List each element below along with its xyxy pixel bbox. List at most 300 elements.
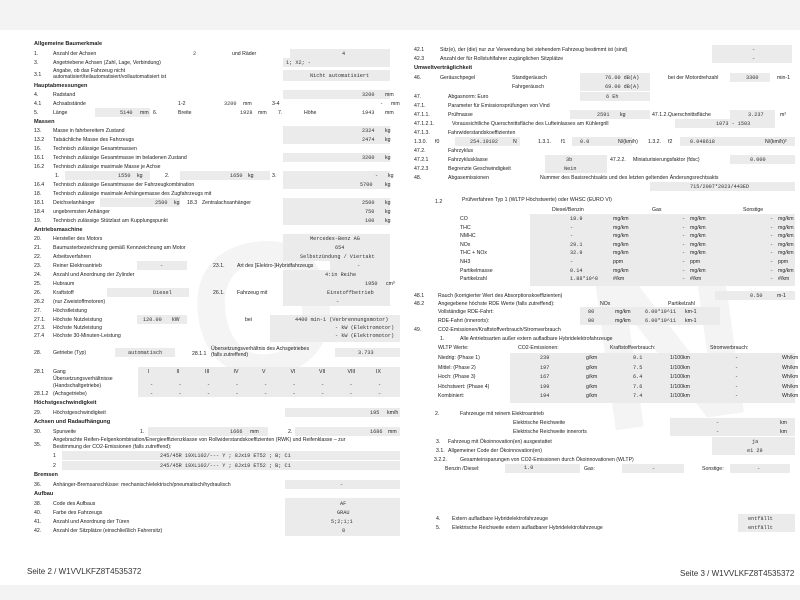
savings-gas-value: - — [652, 466, 656, 472]
wltp-co2-value: 167 — [540, 374, 550, 381]
gear-header: V — [262, 369, 266, 375]
unit: 1/100km — [670, 364, 690, 371]
rde-nox-value: 80 — [588, 309, 595, 315]
body-code-value: AF — [340, 501, 347, 507]
row-label: Spurweite — [53, 429, 77, 435]
row-num: 5. — [436, 525, 441, 531]
unit: g/km — [586, 393, 598, 400]
unit: kg — [174, 200, 180, 206]
gear-axle-value: - — [378, 391, 382, 397]
section-heading-haupt: Hauptabmessungen — [34, 83, 88, 89]
row-label: bei — [245, 317, 252, 323]
row-num: 23.1. — [213, 263, 225, 269]
ecoinnovation-value: ja — [752, 439, 759, 445]
transmission-value: automatisch — [128, 350, 163, 356]
row-num: 4. — [34, 92, 39, 98]
row-num: 48.1 — [414, 293, 425, 299]
unit: min-1 — [777, 75, 790, 81]
row-label: Arbeitsverfahren — [53, 254, 92, 260]
gear-ratio-value: - — [321, 382, 325, 388]
gear-ratio-value: - — [150, 382, 154, 388]
row-num: 1.3.1. — [538, 139, 551, 145]
wltp-phase: Niedrig: (Phase 1) — [438, 355, 480, 361]
row-num: 47.1.1. — [414, 112, 430, 118]
row-num: 18.3 — [187, 200, 198, 206]
gear-axle-value: - — [292, 391, 296, 397]
row-num: 3.1 — [34, 72, 42, 78]
doors-value: 5;2;1;1 — [331, 519, 353, 525]
emission-other-value: - — [770, 216, 774, 222]
emission-name: THC — [460, 224, 471, 231]
row-label: Gang — [53, 369, 66, 375]
column-header: Partikelzahl — [668, 301, 695, 307]
row-label: Nummer des Basisrechtsakts und des letzten geltenden Änderungsrechtsakts — [540, 175, 719, 181]
gear-header: VII — [319, 369, 326, 375]
row-label: Übersetzungsverhältnis des Achsgetriebes — [211, 346, 310, 352]
height-value: 1943 — [362, 110, 375, 116]
row-label: Sitz(e), der (die) nur zur Verwendung bei stehendem Fahrzeug bestimmt ist (sind) — [440, 47, 628, 53]
rpm-value: 4400 min-1 (Verbrennungsmotor) — [295, 317, 389, 323]
range-value: - — [716, 420, 720, 426]
row-label: Anhänger-Bremsanschlüsse: mechanisch/elektrisch/pneumatisch/hydraulisch — [53, 482, 231, 488]
unit: mg/km — [778, 224, 794, 231]
value-field — [295, 427, 400, 436]
row-label: ungebremsten Anhänger — [53, 209, 110, 215]
value-field — [107, 288, 189, 297]
unit: mm — [385, 92, 394, 98]
working-principle-value: Selbstzündung / Viertakt — [300, 254, 375, 260]
gear-ratio-value: - — [349, 382, 353, 388]
gear-header: VI — [290, 369, 296, 375]
row-label: f2 — [668, 139, 673, 145]
row-num: 22. — [34, 254, 42, 260]
unit: 1/100km — [670, 355, 690, 361]
row-label: Technisch zulässige Gesamtmassen — [53, 146, 137, 152]
unit: mg/km — [613, 233, 629, 240]
row-label: Standgeräusch — [512, 75, 547, 81]
row-label: automatisiert/teilautomatisiert/vollautomatisiert ist — [53, 74, 167, 80]
row-num: 38. — [34, 501, 42, 507]
row-label: Elektrische Reichweite innerorts — [513, 429, 587, 435]
unit: kg — [385, 155, 391, 161]
row-label: Höchste Nutzleistung — [53, 317, 103, 323]
row-num: 21. — [34, 245, 42, 251]
row-label: Technisch zulässige Gesamtmasse der Fahrzeugkombination — [53, 182, 195, 188]
row-num: 26.1. — [213, 290, 225, 296]
column-header: Diesel/Benzin — [552, 207, 584, 213]
wltp-fuel-value: 7.5 — [633, 364, 643, 371]
savings-diesel-value: 1.0 — [524, 465, 534, 471]
downscaling-value: 0.000 — [750, 157, 766, 163]
unit: mm — [391, 101, 400, 107]
page-footer-right: Seite 3 / W1VVLKFZ8T4535372 — [680, 569, 795, 578]
row-label: Angabe, ob das Fahrzeug nicht — [53, 68, 126, 74]
row-num: 28.1.2 — [34, 391, 49, 397]
trailer-brake-value: - — [340, 482, 344, 488]
column-header: WLTP Werte: — [438, 345, 469, 351]
axle-mass-value: - — [375, 173, 379, 179]
row-label: Fahrzyklusklasse — [448, 157, 488, 163]
mass-value: 2324 — [362, 128, 375, 134]
unit: Wh/km — [782, 355, 799, 361]
row-num: 13. — [34, 128, 42, 134]
unit: mg/km — [690, 241, 706, 248]
unit: mm — [388, 429, 397, 435]
section-heading-hoechst: Höchstgeschwindigkeit — [34, 400, 97, 406]
value-field — [285, 408, 400, 417]
row-num: 36. — [34, 482, 42, 488]
unit: kg — [385, 218, 391, 224]
value-field — [180, 171, 270, 180]
emission-name: Partikelmasse — [460, 267, 493, 274]
row-label: Angegebene höchste RDE Werte (falls zutreffend): — [438, 301, 555, 307]
row-num: 47. — [414, 94, 422, 100]
emission-diesel-value: - — [570, 224, 574, 231]
row-label: und Räder — [232, 51, 257, 57]
power-value: - kW (Elektromotor) — [335, 325, 395, 331]
row-label: Höhe — [304, 110, 317, 116]
wltp-phase: Mittel: (Phase 2) — [438, 364, 476, 371]
row-num: 3. — [34, 60, 39, 66]
wltp-fuel-value: 7.6 — [633, 383, 643, 390]
row-num: 13.2 — [34, 137, 45, 143]
row-num: 47.2. — [414, 148, 426, 154]
row-label: Radstand — [53, 92, 76, 98]
emission-name: NMHC — [460, 233, 476, 240]
unit: mg/km — [615, 309, 631, 315]
row-label: Hersteller des Motors — [53, 236, 103, 242]
unit: mg/km — [778, 250, 794, 257]
unit: Wh/km — [782, 364, 799, 371]
emission-diesel-value: 18.9 — [570, 216, 583, 222]
row-label: Fahrwiderstandskoeffizienten — [448, 130, 516, 136]
row-num: 41. — [34, 519, 42, 525]
row-label: Elektrische Reichweite — [513, 420, 566, 426]
wltp-fuel-value: 6.4 — [633, 374, 643, 381]
column-header: Stromverbrauch: — [710, 345, 749, 351]
unit: kg — [137, 173, 143, 179]
emission-gas-value: - — [682, 276, 686, 283]
row-label: Prüfverfahren Typ 1 (WLTP Höchstwerte) oder WHSC (EURO VI) — [462, 197, 612, 203]
fuel-mode-value: Einstoffbetrieb — [327, 290, 374, 296]
row-num: 49. — [414, 327, 422, 333]
value-field — [283, 180, 390, 189]
row-label: Angetriebene Achsen (Zahl, Lage, Verbindung) — [53, 60, 161, 66]
unit: mg/km — [778, 267, 794, 274]
gear-header: II — [176, 369, 180, 375]
width-value: 1928 — [240, 110, 253, 116]
row-num: 35. — [34, 442, 42, 448]
row-num: 2. — [165, 173, 170, 179]
column-header: Kraftstoffverbrauch: — [610, 345, 656, 351]
row-num: 1. — [140, 429, 145, 435]
engine-type-value: 654 — [335, 245, 345, 251]
unit: 1/100km — [670, 383, 690, 390]
wltp-phase: Hoch: (Phase 3) — [438, 374, 476, 381]
unit: kg — [385, 128, 391, 134]
axle-ratio-value: 3.733 — [358, 350, 374, 356]
mass-value: 3200 — [362, 155, 375, 161]
emission-other-value: - — [770, 259, 774, 265]
value-field — [283, 171, 390, 180]
emission-name: NOx — [460, 241, 471, 248]
row-label: bei der Motordrehzahl — [668, 75, 719, 81]
legal-act-value: 715/2007*2023/443ED — [690, 184, 750, 190]
emission-diesel-value: 29.1 — [570, 241, 583, 248]
mass-value: 5700 — [360, 182, 373, 188]
row-label: Breite — [178, 110, 192, 116]
row-label: Elektrische Reichweite extern aufladbarer Hybridelektrofahrzeuge — [452, 525, 603, 531]
unit: mg/km — [613, 241, 629, 248]
engine-speed-value: 3300 — [746, 75, 759, 81]
row-label: (Achsgetriebe) — [53, 391, 87, 397]
row-label: Anzahl der Achsen — [53, 51, 97, 57]
displacement-value: 1950 — [365, 281, 378, 287]
row-num: 28. — [34, 350, 42, 356]
gear-ratio-value: - — [178, 382, 182, 388]
emission-diesel-value: 32.9 — [570, 250, 583, 257]
hybrid-type-value: - — [357, 263, 361, 269]
value-field — [570, 110, 650, 119]
row-num: 28.1.1 — [192, 351, 207, 357]
row-num: 46. — [414, 75, 422, 81]
unit: m² — [780, 112, 787, 118]
axle-distance-value: - — [380, 101, 384, 107]
unit: N/(km/h)² — [765, 139, 787, 145]
gear-ratio-value: - — [264, 382, 268, 388]
row-label: CO2-Emissionen/Kraftstoffverbrauch/Stromverbrauch — [438, 327, 561, 333]
unit: km/h — [387, 410, 399, 416]
row-num: 3. — [436, 439, 441, 445]
unit: km — [780, 429, 787, 435]
row-num: 3.2.2. — [434, 457, 447, 463]
row-num: 16.2 — [34, 164, 45, 170]
track-width-value: 1666 — [230, 429, 243, 435]
row-label: Zentralachsanhänger — [202, 200, 252, 206]
unit: mm — [140, 110, 149, 116]
emission-name: THC + NOx — [460, 250, 487, 257]
unit: #/km — [778, 276, 790, 283]
column-header: Sonstige — [743, 207, 764, 213]
unit: kg — [385, 137, 391, 143]
unit: g/km — [586, 355, 598, 361]
row-label: Reiner Elektroantrieb — [53, 263, 102, 269]
trailer-mass-value: 2500 — [362, 200, 375, 206]
unit: g/km — [586, 374, 598, 381]
row-num: 18.4 — [34, 209, 45, 215]
row-num: 20. — [34, 236, 42, 242]
row-label: Kraftstoff — [53, 290, 74, 296]
row-num: 6. — [153, 110, 158, 116]
row-label: Parameter für Emissionsprüfungen von Vind — [448, 103, 550, 109]
row-label: Höchstleistung — [53, 308, 88, 314]
power-value: 120.00 — [143, 317, 162, 323]
fuel-value: Diesel — [153, 290, 172, 296]
section-heading-massen: Massen — [34, 119, 55, 125]
wheelbase-value: 3200 — [362, 92, 375, 98]
row-num: 29. — [34, 410, 42, 416]
unit: 1/100km — [670, 374, 690, 381]
row-num: 27.1. — [34, 317, 46, 323]
row-num: 27. — [34, 308, 42, 314]
automation-value: Nicht automatisiert — [310, 73, 370, 79]
row-num: 47.2.1 — [414, 157, 429, 163]
row-num: 27.4 — [34, 333, 45, 339]
row-num: 19. — [34, 218, 42, 224]
unit: mg/km — [778, 216, 794, 222]
euro-norm-value: 6 Eh — [606, 94, 619, 100]
wheels-value: 4 — [342, 51, 346, 57]
row-num: 26. — [34, 290, 42, 296]
unit: Wh/km — [782, 393, 799, 400]
smoke-value: 0.50 — [750, 293, 763, 299]
row-label: Fahrgeräusch — [512, 84, 545, 90]
unit: g/km — [586, 364, 598, 371]
row-label: Abgasnorm: Euro — [448, 94, 489, 100]
row-num: 1. — [440, 336, 445, 342]
emission-name: Partikelzahl — [460, 276, 487, 283]
tire-value: 245/45R 19XL102/--- Y ; 8Jx19 ET52 ; B; C1 — [160, 453, 291, 459]
f0-value: 254.19192 — [470, 139, 499, 145]
wltp-fuel-value: 7.4 — [633, 393, 643, 400]
gear-ratio-value: - — [292, 382, 296, 388]
unit: km-1 — [685, 309, 697, 315]
row-label: 3-4 — [272, 101, 280, 107]
wltp-phase: Höchstwert: (Phase 4) — [438, 383, 490, 390]
phev-range-value: entfällt — [748, 525, 773, 531]
row-num: 1.3.2. — [648, 139, 661, 145]
row-label: Farbe des Fahrzeugs — [53, 510, 103, 516]
page-footer-left: Seite 2 / W1VVLKFZ8T4535372 — [27, 567, 142, 576]
row-label: Höchste 30-Minuten-Leistung — [53, 333, 121, 339]
noise-standing-value: 76.00 dB(A) — [605, 75, 640, 81]
section-heading-umwelt: Umweltverträglichkeit — [414, 65, 473, 71]
emission-other-value: - — [770, 267, 774, 274]
row-num: 47.2.3 — [414, 166, 429, 172]
row-num: 4.1 — [34, 101, 42, 107]
emission-gas-value: - — [682, 267, 686, 274]
unit: kg — [385, 182, 391, 188]
unit: kW — [172, 317, 180, 323]
row-num: 48. — [414, 175, 422, 181]
rde-label: RDE-Fahrt (innerorts): — [438, 318, 490, 324]
document-page-left — [0, 30, 400, 585]
row-label: Fahrzeuge mit reinem Elektroantrieb — [460, 411, 544, 417]
wheelchair-seats-value: - — [752, 56, 756, 62]
emission-name: NH3 — [460, 259, 471, 265]
gear-header: III — [205, 369, 210, 375]
row-num: 2. — [435, 411, 440, 417]
emission-other-value: - — [770, 224, 774, 231]
pure-electric-value: - — [160, 263, 164, 269]
row-num: 28.1 — [34, 369, 45, 375]
gear-ratio-value: - — [207, 382, 211, 388]
unit: ppm — [690, 259, 701, 265]
emission-diesel-value: 0.14 — [570, 267, 583, 274]
rde-pn-value: 6.00*10^11 — [645, 318, 677, 324]
section-heading-allgemein: Allgemeine Baumerkmale — [34, 41, 103, 47]
emission-gas-value: - — [682, 250, 686, 257]
gear-axle-value: - — [264, 391, 268, 397]
value-field — [290, 49, 390, 58]
row-num: 30. — [34, 429, 42, 435]
unit: #/km — [613, 276, 625, 283]
unit: N — [513, 139, 517, 145]
row-label: Tatsächliche Masse des Fahrzeugs — [53, 137, 135, 143]
row-num: 42. — [34, 528, 42, 534]
row-num: 47.1.2.1. — [414, 121, 435, 127]
gear-header: IX — [376, 369, 381, 375]
row-label: Fahrzeug mit — [237, 290, 268, 296]
unit: km-1 — [685, 318, 697, 324]
trailer-mass-value: 750 — [365, 209, 375, 215]
gear-header: IV — [233, 369, 239, 375]
row-label: Miniaturisierungsfaktor (fdsc) — [633, 157, 700, 163]
emission-diesel-value: 1.88*10^8 — [570, 276, 599, 283]
cycle-class-value: 3b — [566, 157, 573, 163]
unit: kg — [385, 200, 391, 206]
wltp-phase: Kombiniert: — [438, 393, 465, 400]
column-header: Gas — [652, 207, 662, 213]
ecoinnovation-code-value: e1 29 — [747, 448, 763, 454]
max-speed-value: 195 — [370, 410, 380, 416]
unit: mm — [385, 110, 394, 116]
row-label: Angebrachte Reifen-Felgenkombination/Energieeffizienzklasse von Rollwiderstandskoeffizienten (RWK) und Reifenklasse – zur — [53, 437, 346, 443]
document-page-right — [400, 30, 800, 585]
row-num: 48.2 — [414, 301, 425, 307]
row-label: Technisch zulässige maximale Masse je Achse — [53, 164, 161, 170]
row-num: 24. — [34, 272, 42, 278]
wltp-co2-value: 199 — [540, 383, 550, 390]
column-header: CO2-Emissionen: — [518, 345, 559, 351]
wltp-el-value: - — [735, 374, 739, 381]
row-label: Anzahl der für Rollstuhlfahrer zugänglichen Sitzplätze — [440, 56, 564, 62]
emission-gas-value: - — [682, 241, 686, 248]
row-num: 1. — [55, 173, 60, 179]
row-label: Alle Antriebsarten außer extern aufladbare Hybridelektrofahrzeuge — [460, 336, 613, 342]
unit: mg/km — [613, 224, 629, 231]
rde-label: Vollständige RDE-Fahrt: — [438, 309, 494, 315]
track-width-value: 1686 — [370, 429, 383, 435]
emission-name: CO — [460, 216, 468, 222]
row-label: Anzahl und Anordnung der Türen — [53, 519, 130, 525]
unit: N/(km/h) — [618, 139, 638, 145]
unit: mm — [250, 429, 259, 435]
seats-value: 8 — [342, 528, 346, 534]
emission-gas-value: - — [682, 216, 686, 222]
row-num: 1.3.0. — [414, 139, 427, 145]
unit: mg/km — [690, 233, 706, 240]
row-label: Höchste Nutzleistung — [53, 325, 103, 331]
unit: g/km — [586, 383, 598, 390]
f2-value: 0.048618 — [690, 139, 715, 145]
noise-driving-value: 69.00 dB(A) — [605, 84, 640, 90]
row-num: 23. — [34, 263, 42, 269]
unit: ppm — [778, 259, 789, 265]
emission-diesel-value: - — [570, 259, 574, 265]
unit: mg/km — [778, 241, 794, 248]
section-heading-bremsen: Bremsen — [34, 472, 58, 478]
wltp-fuel-value: 9.1 — [633, 355, 643, 361]
unit: mg/km — [690, 250, 706, 257]
unit: kg — [388, 173, 394, 179]
grille-area-value: 1073 - 1503 — [716, 121, 751, 127]
row-label: Hubraum — [53, 281, 75, 287]
column-header: NOx — [600, 301, 611, 307]
limited-speed-value: Nein — [564, 166, 577, 172]
gear-axle-value: - — [349, 391, 353, 397]
row-label: (falls zutreffend) — [211, 352, 249, 358]
